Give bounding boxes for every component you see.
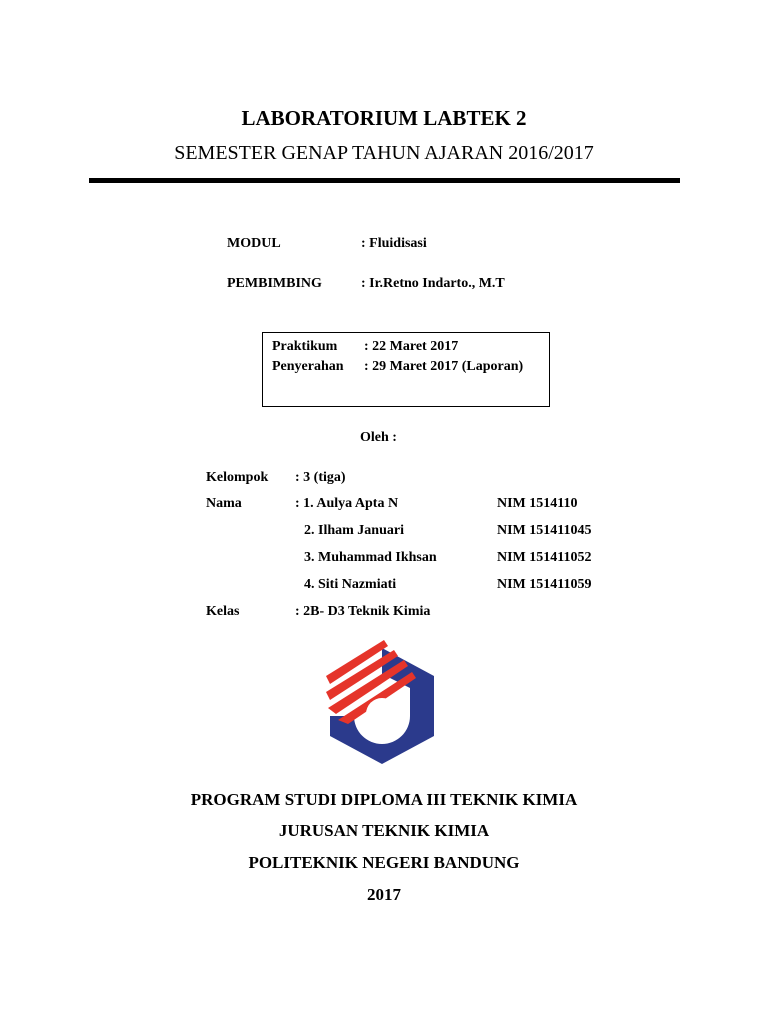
member-name: 2. Ilham Januari [304,523,404,538]
logo-inner-circle [366,698,398,730]
member-name: 4. Siti Nazmiati [304,577,397,592]
kelas-value: : 2B- D3 Teknik Kimia [295,604,431,619]
praktikum-value: : 22 Maret 2017 [364,339,459,354]
penyerahan-label: Penyerahan [272,359,344,374]
praktikum-label: Praktikum [272,339,338,354]
member-nim: NIM 151411045 [497,523,592,538]
member-name: 3. Muhammad Ikhsan [304,550,437,565]
modul-label: MODUL [227,236,281,251]
footer-line-2: JURUSAN TEKNIK KIMIA [278,821,490,840]
member-nim: NIM 1514110 [497,496,578,511]
member-nim: NIM 151411059 [497,577,592,592]
penyerahan-value: : 29 Maret 2017 (Laporan) [364,359,524,374]
oleh-label: Oleh : [360,430,397,445]
member-name: : 1. Aulya Apta N [295,496,399,511]
polban-logo [322,636,442,766]
kelompok-value: : 3 (tiga) [295,470,346,485]
member-nim: NIM 151411052 [497,550,592,565]
page-title: LABORATORIUM LABTEK 2 [241,106,527,130]
pembimbing-label: PEMBIMBING [227,276,322,291]
footer-line-3: POLITEKNIK NEGERI BANDUNG [248,853,520,872]
footer-line-1: PROGRAM STUDI DIPLOMA III TEKNIK KIMIA [190,790,578,809]
header-divider [89,178,680,183]
footer-year: 2017 [367,885,401,904]
modul-value: : Fluidisasi [361,236,427,251]
kelompok-label: Kelompok [206,470,269,485]
page-subtitle: SEMESTER GENAP TAHUN AJARAN 2016/2017 [174,142,594,164]
kelas-label: Kelas [206,604,240,619]
pembimbing-value: : Ir.Retno Indarto., M.T [361,276,505,291]
nama-label: Nama [206,496,242,511]
